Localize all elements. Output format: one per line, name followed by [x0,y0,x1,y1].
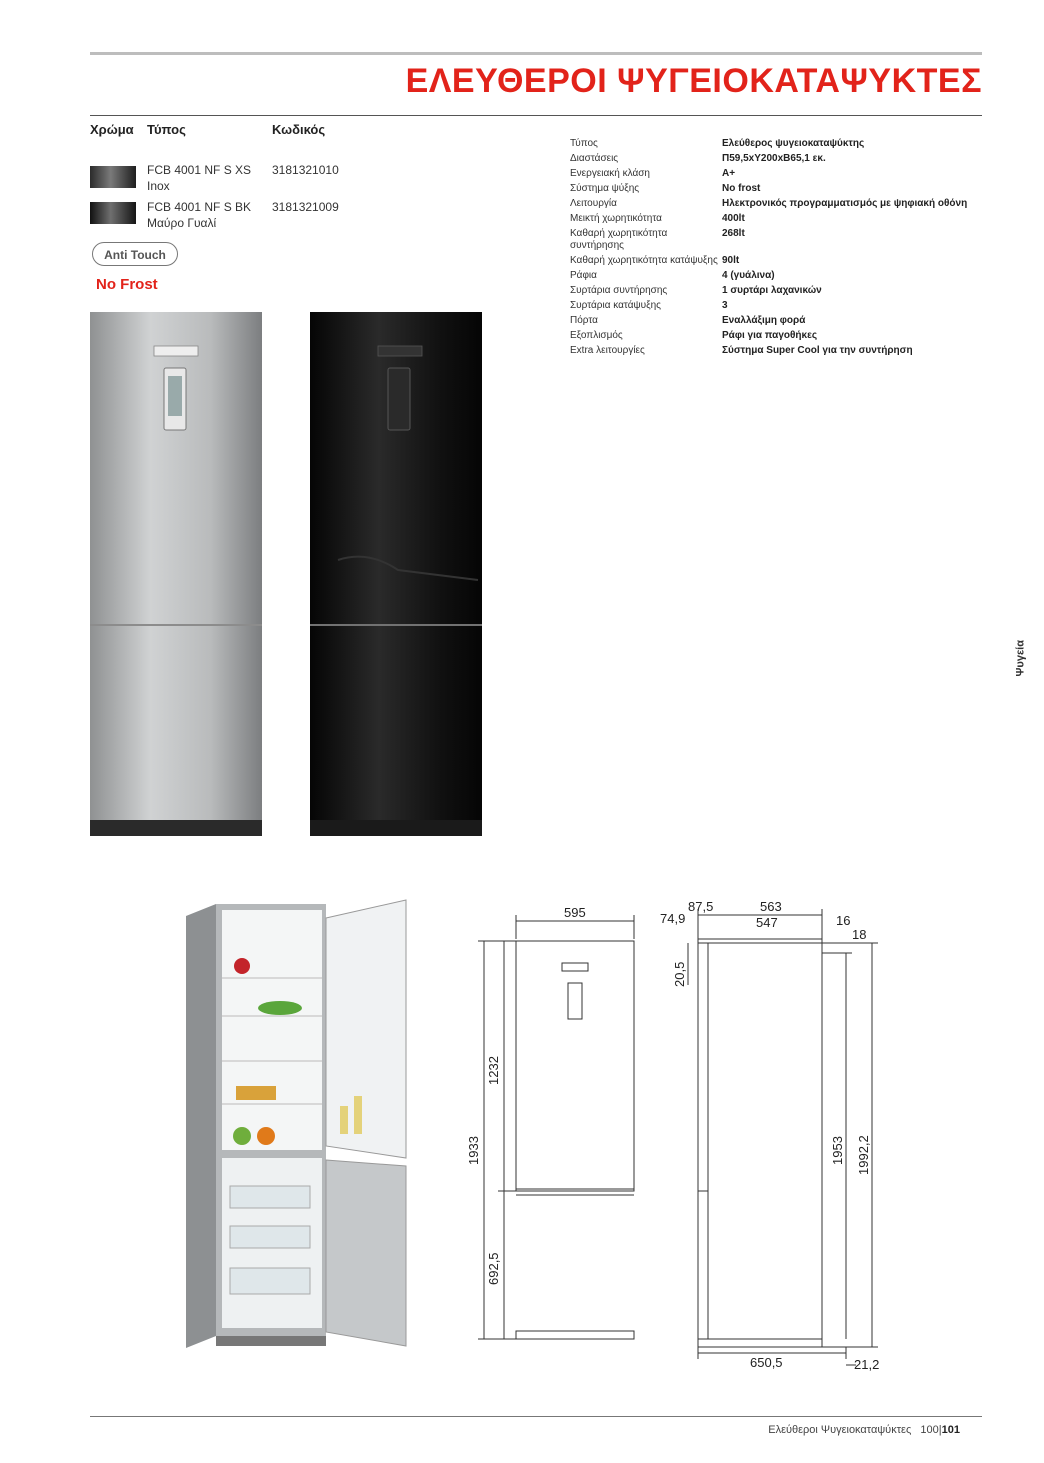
top-rule [90,52,982,55]
specifications-table [570,138,980,360]
page-footer: Ελεύθεροι Ψυγειοκαταψύκτες 100|101 [768,1424,960,1436]
spec-value: Π59,5xΥ200xΒ65,1 εκ. [722,153,826,164]
dim-side-top-b: 563 [760,899,782,914]
dim-fridge-height: 1232 [486,1056,501,1085]
spec-label: Καθαρή χωρητικότητα κατάψυξης [570,255,718,266]
fridge-black-glass-image [308,310,488,840]
dim-side-depth: 650,5 [750,1355,783,1370]
dim-side-top-d: 547 [756,915,778,930]
spec-label: Συρτάρια συντήρησης [570,285,668,296]
dim-side-height-2: 1992,2 [856,1135,871,1175]
product-type [147,199,251,231]
product-type [147,162,251,194]
spec-row [570,168,980,180]
spec-label: Λειτουργία [570,198,617,209]
dim-side-top-e: 16 [836,913,851,928]
spec-row [570,330,980,342]
spec-row [570,138,980,150]
spec-label: Ενεργειακή κλάση [570,168,650,179]
spec-row [570,213,980,225]
spec-value: Ηλεκτρονικός προγραμματισμός με ψηφιακή οθόνη [722,198,968,209]
page-number-left: 100 [920,1424,939,1436]
column-header-code: Κωδικός [272,122,326,137]
spec-label: Σύστημα ψύξης [570,183,640,194]
product-code: 3181321010 [272,163,339,177]
dim-freezer-height: 692,5 [486,1252,501,1285]
spec-value: A+ [722,168,736,179]
dim-side-top-f: 18 [852,927,867,942]
spec-row [570,285,980,297]
spec-row [570,300,980,312]
spec-label: Διαστάσεις [570,153,619,164]
spec-label: Τύπος [570,138,598,149]
spec-label: Καθαρή χωρητικότητα συντήρησης [570,228,668,251]
dim-side-height-1: 1953 [830,1136,845,1165]
spec-row [570,228,980,252]
spec-label: Συρτάρια κατάψυξης [570,300,661,311]
spec-row [570,255,980,267]
section-side-tab: Ψυγεία [1014,640,1026,677]
color-swatch-black [90,202,136,224]
spec-row [570,153,980,165]
spec-value: Σύστημα Super Cool για την συντήρηση [722,345,913,356]
dimension-drawing [460,895,890,1375]
page-title: ΕΛΕΥΘΕΡΟΙ ΨΥΓΕΙΟΚΑΤΑΨΥΚΤΕΣ [405,62,982,100]
no-frost-label: No Frost [96,276,158,293]
product-model: FCB 4001 NF S BK [147,200,252,214]
spec-value: 3 [722,300,728,311]
product-color-name: Μαύρο Γυαλί [147,216,217,230]
anti-touch-badge: Anti Touch [92,242,178,266]
spec-row [570,183,980,195]
spec-value: Ελεύθερος ψυγειοκαταψύκτης [722,138,865,149]
fridge-open-image [180,896,416,1360]
column-header-type: Τύπος [147,122,186,137]
spec-label: Πόρτα [570,315,598,326]
spec-row [570,345,980,357]
dim-side-top-c: 74,9 [660,911,686,926]
spec-row [570,315,980,327]
page-number-right: 101 [941,1424,960,1436]
spec-label: Μεικτή χωρητικότητα [570,213,662,224]
fridge-inox-image [88,310,268,840]
footer-label: Ελεύθεροι Ψυγειοκαταψύκτες [768,1424,912,1436]
dim-front-width: 595 [564,905,586,920]
title-rule [90,115,982,116]
column-header-color: Χρώμα [90,122,134,137]
spec-value: Ράφι για παγοθήκες [722,330,818,341]
product-code: 3181321009 [272,200,339,214]
spec-value: 4 (γυάλινα) [722,270,775,281]
spec-label: Ράφια [570,270,597,281]
dim-total-height: 1933 [466,1136,481,1165]
dim-side-bottom: 21,2 [854,1357,880,1372]
spec-value: 90lt [722,255,740,266]
spec-row [570,198,980,210]
footer-rule [90,1416,982,1417]
spec-value: 400lt [722,213,745,224]
product-model: FCB 4001 NF S XS [147,163,252,177]
dim-side-left: 20,5 [672,961,687,987]
dim-side-top-a: 87,5 [688,899,714,914]
spec-value: 1 συρτάρι λαχανικών [722,285,822,296]
spec-row [570,270,980,282]
color-swatch-inox [90,166,136,188]
spec-value: Εναλλάξιμη φορά [722,315,806,326]
spec-label: Εξοπλισμός [570,330,623,341]
spec-label: Extra λειτουργίες [570,345,645,356]
product-color-name: Inox [147,179,170,193]
spec-value: 268lt [722,228,745,239]
spec-value: No frost [722,183,761,194]
